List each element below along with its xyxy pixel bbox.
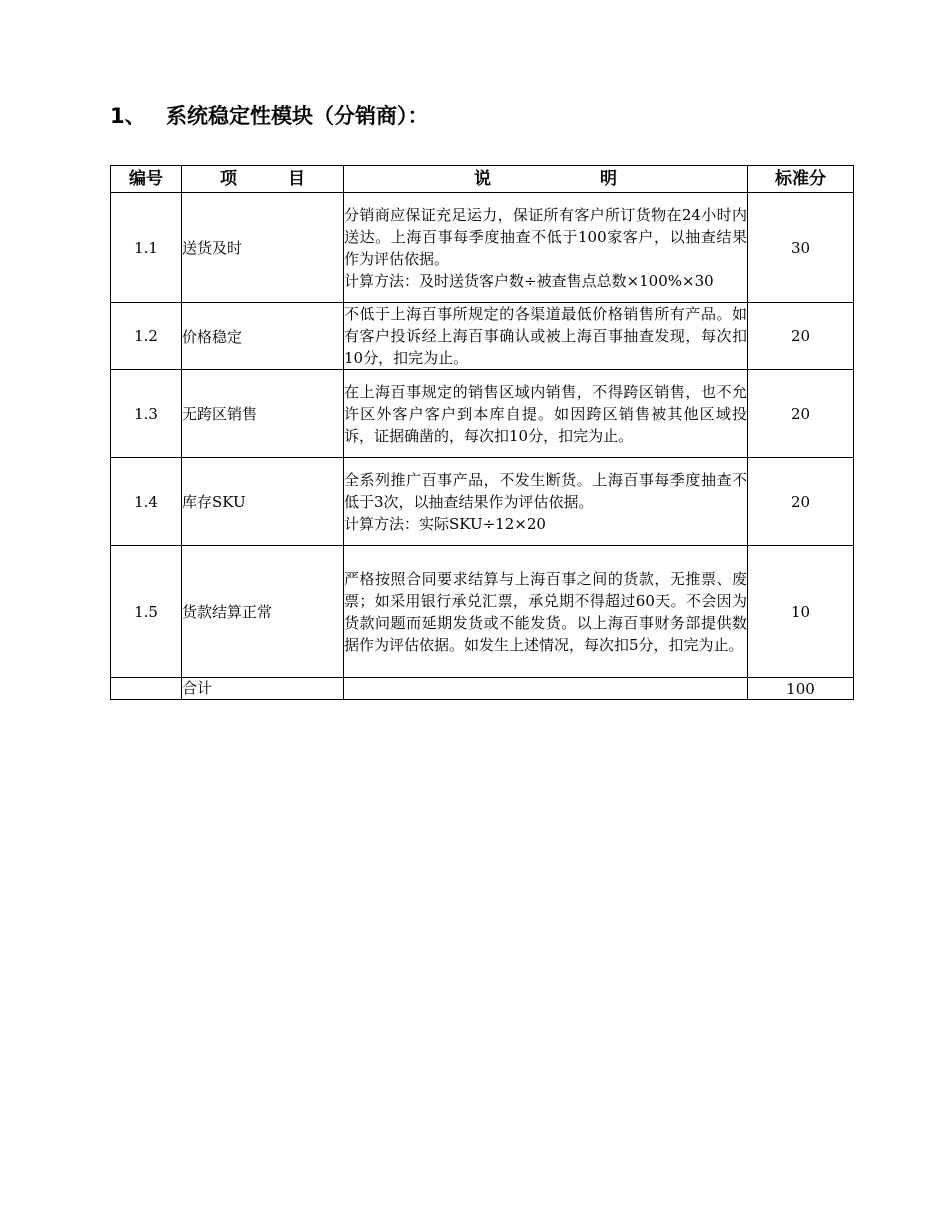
row-code: 1.5 [111, 546, 182, 678]
total-row [111, 678, 854, 700]
row-description: 严格按照合同要求结算与上海百事之间的货款，无推票、废票；如采用银行承兑汇票，承兑期不得超过60天。不会因为货款问题而延期发货或不能发货。以上海百事财务部提供数据作为评估依据。如发生上述情况，每次扣5分，扣完为止。 [344, 546, 748, 678]
row-score: 10 [748, 546, 854, 678]
table-header-row [111, 166, 854, 193]
row-code: 1.4 [111, 458, 182, 546]
section-number: 1、 [110, 104, 146, 128]
header-description: 说 明 [344, 166, 748, 193]
row-description: 在上海百事规定的销售区域内销售，不得跨区销售，也不允许区外客户客户到本库自提。如因跨区销售被其他区域投诉，证据确凿的，每次扣10分，扣完为止。 [344, 370, 748, 458]
row-item: 价格稳定 [182, 303, 344, 370]
row-description: 不低于上海百事所规定的各渠道最低价格销售所有产品。如有客户投诉经上海百事确认或被上海百事抽查发现，每次扣10分，扣完为止。 [344, 303, 748, 370]
row-item: 库存SKU [182, 458, 344, 546]
table-row [111, 546, 854, 678]
header-code: 编号 [111, 166, 182, 193]
table-row [111, 303, 854, 370]
header-standard-score: 标准分 [748, 166, 854, 193]
total-score: 100 [748, 678, 854, 700]
row-code: 1.1 [111, 193, 182, 303]
row-score: 20 [748, 370, 854, 458]
total-description [344, 678, 748, 700]
section-title: 系统稳定性模块（分销商）： [166, 104, 429, 128]
row-description: 全系列推广百事产品，不发生断货。上海百事每季度抽查不低于3次，以抽查结果作为评估依据。 计算方法：实际SKU÷12×20 [344, 458, 748, 546]
row-item: 无跨区销售 [182, 370, 344, 458]
row-score: 30 [748, 193, 854, 303]
row-score: 20 [748, 303, 854, 370]
row-code: 1.2 [111, 303, 182, 370]
section-heading [110, 100, 429, 132]
table-row [111, 193, 854, 303]
table-row [111, 370, 854, 458]
row-item: 货款结算正常 [182, 546, 344, 678]
table-row [111, 458, 854, 546]
row-score: 20 [748, 458, 854, 546]
row-description: 分销商应保证充足运力，保证所有客户所订货物在24小时内送达。上海百事每季度抽查不低于100家客户，以抽查结果作为评估依据。 计算方法：及时送货客户数÷被查售点总数×100%×30 [344, 193, 748, 303]
row-item: 送货及时 [182, 193, 344, 303]
header-item: 项 目 [182, 166, 344, 193]
total-label: 合计 [182, 678, 344, 700]
total-code [111, 678, 182, 700]
row-code: 1.3 [111, 370, 182, 458]
scoring-table [110, 165, 854, 700]
